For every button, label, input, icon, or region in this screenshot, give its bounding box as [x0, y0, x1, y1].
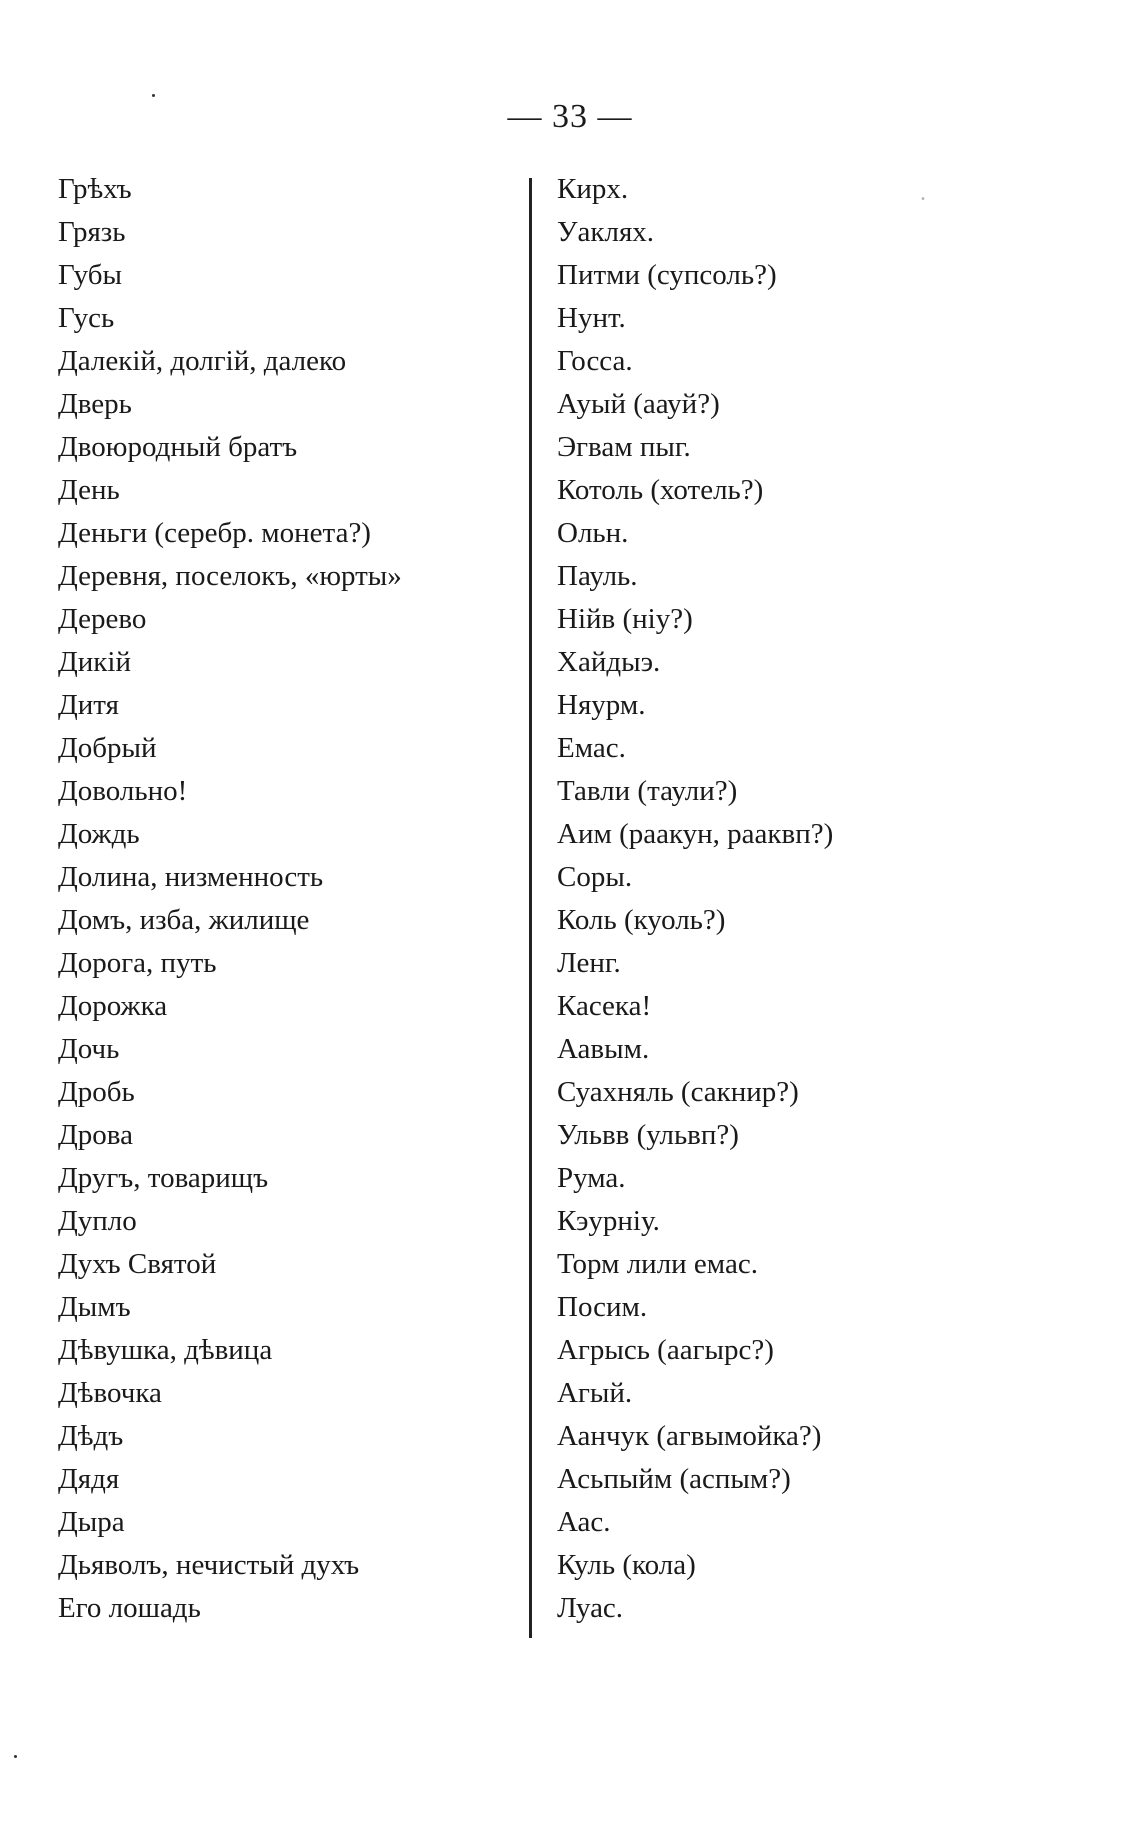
vogul-translation-entry: Коль (куоль?) [557, 904, 726, 936]
russian-word-entry: Довольно! [58, 775, 188, 807]
russian-word-entry: Дѣвочка [58, 1377, 162, 1409]
russian-word-entry: Грѣхъ [58, 173, 132, 205]
russian-word-entry: Дорога, путь [58, 947, 217, 979]
russian-word-entry: Дядя [58, 1463, 120, 1495]
vogul-translation-entry: Ольн. [557, 517, 629, 549]
russian-word-entry: Дьяволъ, нечистый духъ [58, 1549, 360, 1581]
vogul-translation-entry: Аавым. [557, 1033, 650, 1065]
russian-word-entry: Другъ, товарищъ [58, 1162, 269, 1194]
russian-word-entry: Дѣдъ [58, 1420, 124, 1452]
russian-word-entry: Грязь [58, 216, 126, 248]
russian-word-entry: Дымъ [58, 1291, 131, 1323]
left-column [58, 168, 528, 1630]
vogul-translation-entry: Суахняль (сакнир?) [557, 1076, 799, 1108]
russian-word-entry: Дождь [58, 818, 140, 850]
vogul-translation-entry: Хайдыэ. [557, 646, 661, 678]
vogul-translation-entry: Асьпыйм (аспым?) [557, 1463, 791, 1495]
russian-word-entry: Дитя [58, 689, 119, 721]
vogul-translation-entry: Торм лили емас. [557, 1248, 758, 1280]
russian-word-entry: Его лошадь [58, 1592, 201, 1624]
vogul-translation-entry: Нійв (ніу?) [557, 603, 693, 635]
bleed-through-marks: . [920, 180, 926, 206]
russian-word-entry: Дробь [58, 1076, 135, 1108]
russian-word-entry: Домъ, изба, жилище [58, 904, 310, 936]
russian-word-entry: Долина, низменность [58, 861, 324, 893]
column-divider [529, 178, 532, 1638]
page-number: — 33 — [507, 98, 633, 135]
vogul-translation-entry: Кирх. [557, 173, 629, 205]
print-speck [152, 94, 155, 97]
vogul-translation-entry: Емас. [557, 732, 626, 764]
russian-word-entry: Деревня, поселокъ, «юрты» [58, 560, 402, 592]
russian-word-entry: День [58, 474, 120, 506]
right-column [557, 168, 997, 1630]
vogul-translation-entry: Аанчук (агвымойка?) [557, 1420, 822, 1452]
russian-word-entry: Дочь [58, 1033, 120, 1065]
vogul-translation-entry: Аас. [557, 1506, 611, 1538]
russian-word-entry: Добрый [58, 732, 157, 764]
vogul-translation-entry: Эгвам пыг. [557, 431, 691, 463]
vogul-translation-entry: Нунт. [557, 302, 626, 334]
russian-word-entry: Духъ Святой [58, 1248, 217, 1280]
russian-word-entry: Гусь [58, 302, 115, 334]
russian-word-entry: Дверь [58, 388, 132, 420]
vogul-translation-entry: Кэурніу. [557, 1205, 660, 1237]
russian-word-entry: Дѣвушка, дѣвица [58, 1334, 273, 1366]
russian-word-entry: Дрова [58, 1119, 133, 1151]
vogul-translation-entry: Тавли (таули?) [557, 775, 738, 807]
russian-word-entry: Дыра [58, 1506, 125, 1538]
vogul-translation-entry: Агрысь (аагырс?) [557, 1334, 774, 1366]
russian-word-entry: Дикій [58, 646, 131, 678]
vogul-translation-entry: Агый. [557, 1377, 633, 1409]
vogul-translation-entry: Уаклях. [557, 216, 655, 248]
vogul-translation-entry: Соры. [557, 861, 633, 893]
vogul-translation-entry: Ленг. [557, 947, 621, 979]
vogul-translation-entry: Госса. [557, 345, 633, 377]
vogul-translation-entry: Касека! [557, 990, 652, 1022]
vogul-translation-entry: Питми (супсоль?) [557, 259, 777, 291]
russian-word-entry: Деньги (серебр. монета?) [58, 517, 371, 549]
vogul-translation-entry: Аим (раакун, рааквп?) [557, 818, 834, 850]
russian-word-entry: Дупло [58, 1205, 137, 1237]
vogul-translation-entry: Куль (кола) [557, 1549, 696, 1581]
vogul-translation-entry: Ауый (аауй?) [557, 388, 720, 420]
russian-word-entry: Губы [58, 259, 123, 291]
russian-word-entry: Двоюродный братъ [58, 431, 298, 463]
vogul-translation-entry: Няурм. [557, 689, 646, 721]
vogul-translation-entry: Рума. [557, 1162, 626, 1194]
vogul-translation-entry: Котоль (хотель?) [557, 474, 764, 506]
vogul-translation-entry: Пауль. [557, 560, 638, 592]
vogul-translation-entry: Луас. [557, 1592, 624, 1624]
russian-word-entry: Далекій, долгій, далеко [58, 345, 347, 377]
vogul-translation-entry: Ульвв (ульвп?) [557, 1119, 739, 1151]
vogul-translation-entry: Посим. [557, 1291, 648, 1323]
print-speck [14, 1755, 17, 1758]
russian-word-entry: Дерево [58, 603, 147, 635]
russian-word-entry: Дорожка [58, 990, 168, 1022]
